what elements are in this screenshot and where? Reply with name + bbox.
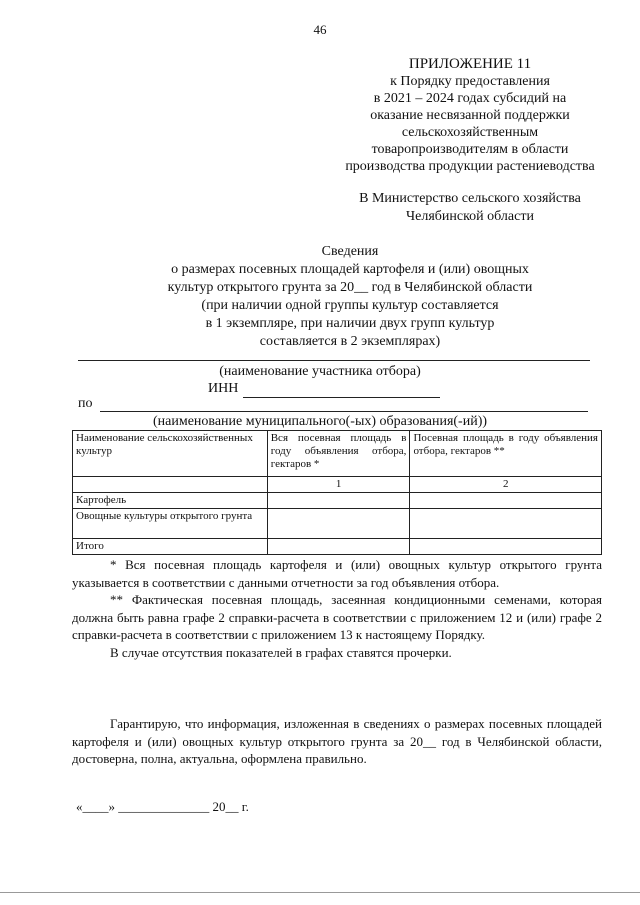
inn-label: ИНН: [208, 381, 239, 396]
heading-title: Сведения: [321, 244, 379, 259]
appendix-block: [300, 56, 640, 175]
municipality-field[interactable]: [100, 411, 588, 412]
po-label: по: [78, 396, 93, 411]
column-number: 2: [410, 477, 602, 493]
footnote-total-area: * Вся посевная площадь картофеля и (или) овощных культур открытого грунта указывается в соответствии с данными отчетности за год объявления отбора.: [72, 557, 602, 590]
row-crop-name: Итого: [73, 539, 268, 555]
heading-line: (при наличии одной группы культур составляется: [201, 298, 499, 313]
row-total-area-cell[interactable]: [267, 509, 410, 539]
inn-field[interactable]: [243, 397, 440, 398]
row-sown-area-cell[interactable]: [410, 493, 602, 509]
heading-line: о размерах посевных площадей картофеля и (или) овощных: [171, 262, 529, 277]
header-crops: Наименование сельскохозяйственных культур: [73, 431, 268, 477]
row-total-area-cell[interactable]: [267, 539, 410, 555]
column-number: [73, 477, 268, 493]
column-number: 1: [267, 477, 410, 493]
form-heading: [70, 243, 630, 351]
date-line[interactable]: «____» ______________ 20__ г.: [76, 799, 249, 814]
row-total-area-cell[interactable]: [267, 493, 410, 509]
table-row: [73, 493, 602, 509]
row-sown-area-cell[interactable]: [410, 539, 602, 555]
page-number: 46: [313, 22, 327, 37]
footnote-sown-area: ** Фактическая посевная площадь, засеянная кондиционными семенами, которая должна быть равна графе 2 справки-расчета в соответствии с приложением 12 и (или) графе 2 справки-расчета в соответствии с приложением 13 к настоящему Порядку.: [72, 592, 602, 642]
addressee-line: В Министерство сельского хозяйства: [359, 191, 581, 206]
heading-line: составляется в 2 экземплярах): [259, 334, 441, 349]
appendix-line: сельскохозяйственным: [401, 125, 539, 140]
appendix-line: оказание несвязанной поддержки: [370, 108, 570, 123]
row-crop-name: Картофель: [73, 493, 268, 509]
row-crop-name: Овощные культуры открытого грунта: [73, 509, 268, 539]
footnotes: [72, 556, 602, 661]
appendix-line: товаропроизводителям в области: [371, 142, 569, 157]
footnote-dashes: В случае отсутствия показателей в графах ставятся прочерки.: [110, 644, 452, 660]
table-row: [73, 509, 602, 539]
table-header-row: [73, 431, 602, 477]
sown-area-table: [72, 430, 602, 555]
header-sown-area: Посевная площадь в году объявления отбора, гектаров **: [410, 431, 602, 477]
table-row: [73, 539, 602, 555]
appendix-line: к Порядку предоставления: [390, 74, 550, 89]
heading-line: культур открытого грунта за 20__ год в Челябинской области: [167, 280, 533, 295]
addressee-block: [300, 190, 640, 226]
appendix-line: производства продукции растениеводства: [345, 159, 595, 174]
header-total-area: Вся посевная площадь в году объявления отбора, гектаров *: [267, 431, 410, 477]
heading-line: в 1 экземпляре, при наличии двух групп культур: [205, 316, 495, 331]
participant-name-field[interactable]: [78, 360, 590, 361]
row-sown-area-cell[interactable]: [410, 509, 602, 539]
appendix-line: в 2021 – 2024 годах субсидий на: [373, 91, 567, 106]
guarantee-statement: [72, 715, 602, 768]
page-bottom-rule: [0, 892, 640, 893]
guarantee-text: Гарантирую, что информация, изложенная в сведениях о размерах посевных площадей картофеля и (или) овощных культур открытого грунта за 20__ год в Челябинской области, достоверна, полна, актуальна, оформлена правильно.: [72, 716, 602, 766]
participant-caption: (наименование участника отбора): [219, 364, 421, 379]
table-column-numbers-row: [73, 477, 602, 493]
municipality-caption: (наименование муниципального(-ых) образования(-ий)): [152, 414, 488, 429]
appendix-title: ПРИЛОЖЕНИЕ 11: [408, 56, 532, 72]
addressee-line: Челябинской области: [406, 209, 534, 224]
